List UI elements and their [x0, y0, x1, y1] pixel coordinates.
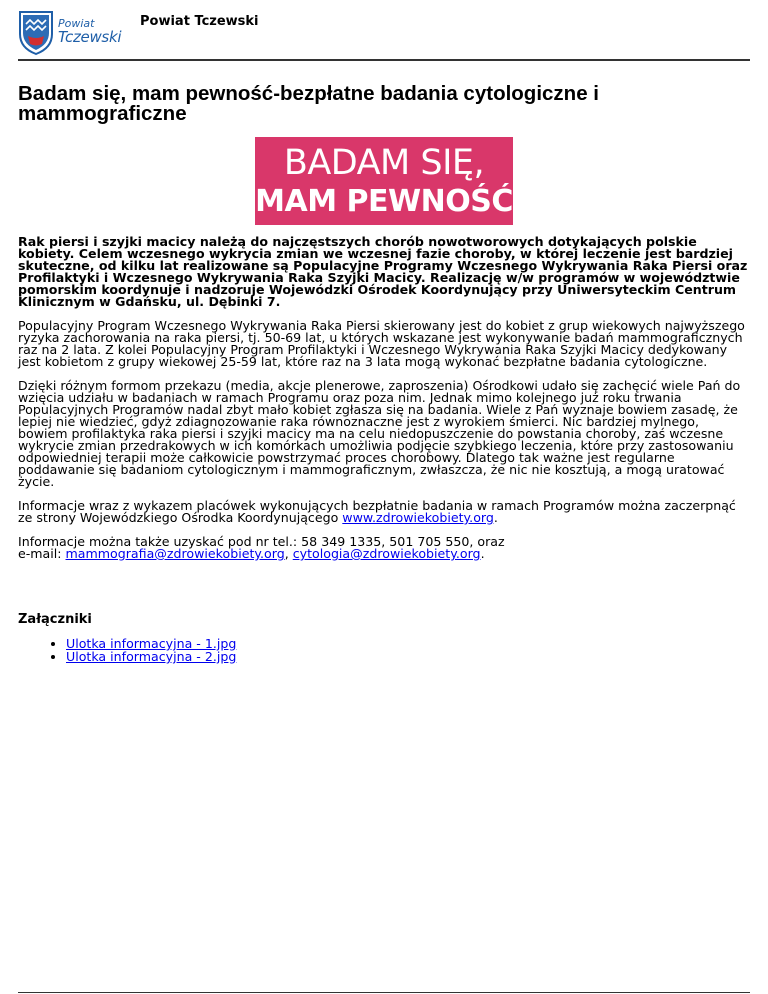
- header-divider: [18, 59, 750, 61]
- page-title: Badam się, mam pewność-bezpłatne badania cytologiczne i mammograficzne: [18, 82, 599, 125]
- banner-line-1: BADAM SIĘ,: [283, 143, 485, 183]
- email-mammografia-link[interactable]: mammografia@zdrowiekobiety.org: [65, 546, 285, 561]
- info-text: Informacje wraz z wykazem placówek wykonujących bezpłatnie badania w ramach Programów można zaczerpnąć ze strony Wojewódzkiego Ośrodka Koordynującego: [18, 498, 736, 525]
- contact-phone-text: Informacje można także uzyskać pod nr tel.: 58 349 1335, 501 705 550, oraz: [18, 534, 505, 549]
- article-paragraph-contact: [18, 536, 750, 560]
- footer-divider: [18, 992, 750, 993]
- zdrowiekobiety-link[interactable]: www.zdrowiekobiety.org: [342, 510, 494, 525]
- article-paragraph-programs: Populacyjny Program Wczesnego Wykrywania Raka Piersi skierowany jest do kobiet z grup wiekowych najwyższego ryzyka zachorowania na raka piersi, tj. 50-69 lat, u których wskazane jest wykonywanie badań mammograficznych raz na 2 lata. Z kolei Populacyjny Program Profilaktyki i Wczesnego Wykrywania Raka Szyjki Macicy dedykowany jest kobietom z grupy wiekowej 25-59 lat, które raz na 3 lata mogą wykonać bezpłatne badania cytologiczne.: [18, 318, 745, 369]
- contact-end: .: [480, 546, 485, 561]
- attachments-heading: Załączniki: [18, 612, 92, 627]
- attachment-item: [66, 650, 750, 663]
- article: [18, 84, 750, 663]
- campaign-banner-image: [255, 137, 513, 225]
- attachment-link-1[interactable]: Ulotka informacyjna - 1.jpg: [66, 636, 237, 651]
- contact-email-prefix: e-mail:: [18, 546, 66, 561]
- coat-of-arms-icon: [18, 10, 54, 56]
- powiat-logo[interactable]: [18, 10, 122, 58]
- site-name: Powiat Tczewski: [140, 14, 259, 29]
- banner-line-2: MAM PEWNOŚĆ: [255, 184, 513, 219]
- attachment-link-2[interactable]: Ulotka informacyjna - 2.jpg: [66, 649, 237, 664]
- article-paragraph-prevention: Dzięki różnym formom przekazu (media, akcje plenerowe, zaproszenia) Ośrodkowi udało się zachęcić wiele Pań do wzięcia udziału w badaniach w ramach Programu oraz poza nim. Jednak mimo kolejnego już roku trwania Populacyjnych Programów nadal zbyt mało kobiet zgłasza się na badania. Wiele z Pań wyznaje bowiem zasadę, że lepiej nie wiedzieć, gdyż zdiagnozowanie raka równoznaczne jest z wyrokiem śmierci. Nic bardziej mylnego, bowiem profilaktyka raka piersi i szyjki macicy ma na celu niedopuszczenie do powstania choroby, zaś wczesne wykrycie zmian przedrakowych w ich komórkach umożliwia podjęcie szybkiego leczenia, które przy zastosowaniu odpowiedniej terapii może całkowicie powstrzymać proces chorobowy. Dlatego tak ważne jest regularne poddawanie się badaniom cytologicznym i mammograficznym, zwłaszcza, że nic nie kosztują, a mogą uratować życie.: [18, 378, 741, 489]
- page-header: [18, 10, 750, 60]
- email-separator: ,: [284, 546, 293, 561]
- info-text-end: .: [493, 510, 498, 525]
- logo-line-tczewski: Tczewski: [58, 28, 122, 46]
- email-cytologia-link[interactable]: cytologia@zdrowiekobiety.org: [292, 546, 481, 561]
- logo-line-powiat: Powiat: [58, 17, 95, 30]
- article-paragraph-info: [18, 500, 750, 524]
- article-lead: Rak piersi i szyjki macicy należą do najczęstszych chorób nowotworowych dotykających polskie kobiety. Celem wczesnego wykrycia zmian we wczesnej fazie choroby, w której leczenie jest bardziej skuteczne, od kilku lat realizowane są Populacyjne Programy Wczesnego Wykrywania Raka Piersi oraz Profilaktyki i Wczesnego Wykrywania Raka Szyjki Macicy. Realizację w/w programów w województwie pomorskim koordynuje i nadzoruje Wojewódzki Ośrodek Koordynujący przy Uniwersyteckim Centrum Klinicznym w Gdańsku, ul. Dębinki 7.: [18, 234, 748, 309]
- attachments-list: [18, 637, 750, 663]
